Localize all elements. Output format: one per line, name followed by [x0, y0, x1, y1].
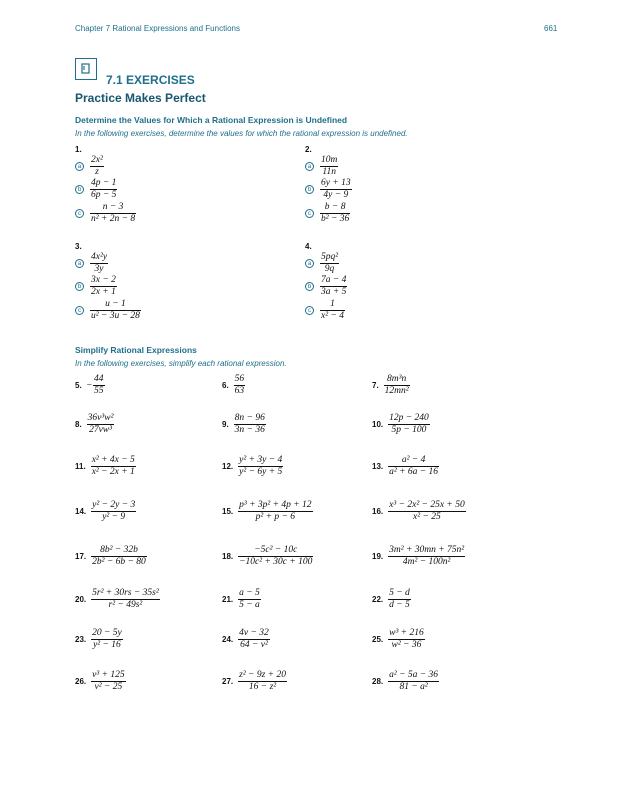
part-label: b [305, 185, 314, 194]
denominator: y² − 6y + 5 [239, 467, 283, 477]
numerator: n − 3 [102, 202, 124, 212]
part-label: c [75, 209, 84, 218]
denominator: y² − 9 [91, 511, 136, 523]
denominator: 3a + 5 [321, 287, 347, 297]
numerator: u − 1 [105, 299, 126, 309]
fraction [90, 178, 117, 201]
exercise-number: 26. [75, 677, 87, 686]
fraction [388, 500, 466, 523]
exercise-number: 11. [75, 462, 86, 471]
part-label: a [305, 162, 314, 171]
exercise-number: 1. [75, 145, 82, 154]
numerator: a² − 4 [401, 455, 426, 465]
part1-instructions: In the following exercises, determine the values for which the rational expression is undefined. [75, 129, 408, 138]
numerator: y² − 2y − 3 [92, 500, 136, 510]
exercise-number: 8. [75, 420, 82, 429]
exercise-number: 19. [372, 552, 384, 561]
exercise-number: 9. [222, 420, 229, 429]
fraction [238, 455, 283, 478]
exercise-item [372, 628, 425, 651]
exercise-number: 24. [222, 635, 234, 644]
numerator: 2x² [91, 155, 103, 165]
fraction [238, 545, 313, 568]
exercise-item [75, 455, 136, 478]
numerator: 4v − 32 [239, 628, 269, 638]
fraction [87, 413, 115, 436]
fraction [91, 628, 123, 651]
denominator: 11n [320, 166, 338, 178]
fraction [384, 374, 410, 397]
exercise-part [75, 178, 117, 201]
exercise-item [222, 500, 313, 523]
exercise-item [75, 413, 114, 436]
numerator: 6y + 13 [321, 178, 351, 188]
numerator: a − 5 [239, 588, 260, 598]
fraction [388, 628, 425, 651]
exercise-number: 16. [372, 507, 384, 516]
fraction [90, 275, 117, 298]
exercise-number: 25. [372, 635, 384, 644]
fraction [90, 202, 136, 225]
denominator: 9q [320, 263, 339, 275]
fraction [320, 178, 352, 201]
exercise-item [75, 374, 105, 397]
fraction [388, 413, 430, 436]
exercise-item [222, 413, 266, 436]
exercise-number: 3. [75, 242, 82, 251]
part-label: c [75, 306, 84, 315]
fraction [388, 455, 439, 478]
denominator: 55 [94, 386, 104, 396]
exercise-number: 5. [75, 381, 82, 390]
exercise-number: 20. [75, 595, 87, 604]
part-label: a [75, 259, 84, 268]
numerator: 10m [321, 155, 338, 165]
denominator: 3y [90, 263, 108, 275]
numerator: z² − 9z + 20 [239, 670, 286, 680]
numerator: 5r² + 30rs − 35s² [92, 588, 159, 598]
exercise-part [305, 252, 339, 275]
chapter-header: Chapter 7 Rational Expressions and Functions [75, 24, 240, 33]
numerator: x² + 4x − 5 [91, 455, 135, 465]
numerator: x³ − 2x² − 25x + 50 [389, 500, 465, 510]
exercise-item [75, 588, 160, 611]
exercise-number: 10. [372, 420, 384, 429]
exercise-item [372, 374, 410, 397]
exercise-icon [75, 58, 97, 80]
exercise-part [75, 202, 136, 225]
fraction [238, 588, 261, 611]
exercise-item [75, 670, 126, 693]
denominator: x² − 25 [388, 511, 466, 523]
part2-heading: Simplify Rational Expressions [75, 345, 197, 355]
denominator: 2x + 1 [91, 287, 116, 297]
part-label: b [75, 185, 84, 194]
numerator: 3x − 2 [91, 275, 116, 285]
exercise-number: 22. [372, 595, 384, 604]
denominator: x² − 2x + 1 [91, 467, 135, 477]
numerator: p³ + 3p² + 4p + 12 [239, 500, 312, 510]
exercise-part [305, 178, 352, 201]
part-label: c [305, 306, 314, 315]
exercise-part [305, 202, 350, 225]
fraction [388, 670, 439, 693]
denominator: 81 − a² [388, 681, 439, 693]
denominator: 27vw³ [87, 424, 115, 436]
fraction [91, 500, 136, 523]
numerator: 12p − 240 [389, 413, 429, 423]
exercise-item [222, 545, 313, 568]
fraction [320, 299, 345, 322]
denominator: d − 5 [389, 600, 410, 610]
fraction [320, 275, 347, 298]
exercise-number: 13. [372, 462, 384, 471]
exercise-item [372, 500, 466, 523]
denominator: 5p − 100 [388, 424, 430, 436]
fraction [388, 545, 465, 568]
numerator: 44 [94, 374, 104, 384]
part-label: b [305, 282, 314, 291]
denominator: u² − 3u − 28 [91, 311, 140, 321]
denominator: r² − 49s² [91, 599, 160, 611]
page-number: 661 [544, 24, 558, 33]
exercise-item [222, 374, 245, 397]
numerator: y² + 3y − 4 [239, 455, 283, 465]
fraction [238, 500, 312, 523]
denominator: x² − 4 [321, 311, 344, 321]
fraction [238, 628, 270, 651]
denominator: 16 − z² [238, 681, 287, 693]
fraction [91, 588, 160, 611]
numerator: 3m² + 30mn + 75n² [389, 545, 465, 555]
denominator: 5 − a [239, 600, 260, 610]
exercise-number: 12. [222, 462, 234, 471]
exercise-item [75, 545, 147, 568]
numerator: 5pq² [321, 252, 339, 262]
exercise-number: 15. [222, 507, 234, 516]
exercise-item [222, 628, 270, 651]
numerator: 36v³w² [87, 413, 114, 423]
numerator: a² − 5a − 36 [389, 670, 439, 680]
denominator: −10c² + 30c + 100 [239, 557, 313, 567]
exercise-number: 27. [222, 677, 234, 686]
numerator: 56 [234, 374, 245, 384]
exercise-part [75, 252, 108, 275]
exercise-number: 2. [305, 145, 312, 154]
denominator: v² − 25 [91, 681, 125, 693]
exercise-part [75, 155, 104, 178]
denominator: 2b² − 6b − 80 [92, 557, 146, 567]
denominator: 4m² − 100n² [388, 556, 465, 568]
denominator: 64 − v² [240, 640, 268, 650]
fraction [90, 155, 104, 178]
exercise-item [372, 455, 439, 478]
exercise-number: 17. [75, 552, 87, 561]
denominator: 12mn² [384, 386, 409, 396]
numerator: 5 − d [389, 588, 410, 598]
denominator: 3n − 36 [234, 425, 265, 435]
fraction [388, 588, 411, 611]
fraction [234, 374, 246, 397]
part2-instructions: In the following exercises, simplify each rational expression. [75, 359, 287, 368]
exercise-item [75, 628, 123, 651]
exercise-number: 23. [75, 635, 87, 644]
exercise-item [222, 455, 283, 478]
part-label: a [75, 162, 84, 171]
denominator: w² − 36 [388, 639, 425, 651]
part-label: c [305, 209, 314, 218]
numerator: b − 8 [324, 202, 346, 212]
exercise-item [222, 670, 287, 693]
fraction [234, 413, 266, 436]
section-number: 7.1 EXERCISES [106, 73, 195, 87]
exercise-item [372, 670, 439, 693]
exercise-number: 21. [222, 595, 234, 604]
denominator: 4y − 9 [320, 189, 352, 201]
exercise-part [305, 299, 345, 322]
numerator: −5c² − 10c [254, 545, 298, 555]
fraction [238, 670, 287, 693]
numerator: v³ + 125 [92, 670, 125, 680]
denominator: z [90, 166, 104, 178]
fraction [91, 545, 147, 568]
exercise-number: 14. [75, 507, 87, 516]
numerator: 8n − 96 [234, 413, 265, 423]
fraction [320, 202, 350, 225]
negative-sign: − [86, 380, 93, 391]
numerator: 4x²y [91, 252, 108, 262]
exercise-item [222, 588, 261, 611]
denominator: y² − 16 [93, 640, 121, 650]
numerator: w³ + 216 [389, 628, 424, 638]
fraction [91, 455, 136, 478]
part1-heading: Determine the Values for Which a Rational Expression is Undefined [75, 115, 348, 125]
exercise-number: 18. [222, 552, 234, 561]
numerator: 8b² − 32b [100, 545, 138, 555]
numerator: 8m³n [387, 374, 407, 384]
fraction [90, 252, 108, 275]
exercise-item [75, 500, 136, 523]
denominator: 6p − 5 [91, 190, 117, 200]
fraction [320, 155, 338, 178]
part-label: b [75, 282, 84, 291]
fraction [93, 374, 105, 397]
denominator: n² + 2n − 8 [91, 214, 136, 224]
exercise-item [372, 588, 411, 611]
numerator: 1 [330, 299, 335, 309]
exercise-part [305, 275, 347, 298]
exercise-part [75, 275, 117, 298]
exercise-part [305, 155, 338, 178]
part-label: a [305, 259, 314, 268]
fraction [320, 252, 339, 275]
exercise-number: 7. [372, 381, 379, 390]
numerator: 4p − 1 [91, 178, 117, 188]
fraction [90, 299, 141, 322]
denominator: p² + p − 6 [238, 511, 312, 523]
exercise-number: 28. [372, 677, 384, 686]
exercise-number: 4. [305, 242, 312, 251]
exercise-item [372, 545, 465, 568]
exercise-number: 6. [222, 381, 229, 390]
exercise-item [372, 413, 430, 436]
numerator: 20 − 5y [92, 628, 122, 638]
fraction [91, 670, 125, 693]
numerator: 7a − 4 [321, 275, 347, 285]
denominator: 63 [234, 386, 245, 396]
denominator: b² − 36 [321, 214, 350, 224]
denominator: a² + 6a − 16 [389, 467, 439, 477]
exercise-part [75, 299, 141, 322]
section-title: Practice Makes Perfect [75, 91, 206, 105]
